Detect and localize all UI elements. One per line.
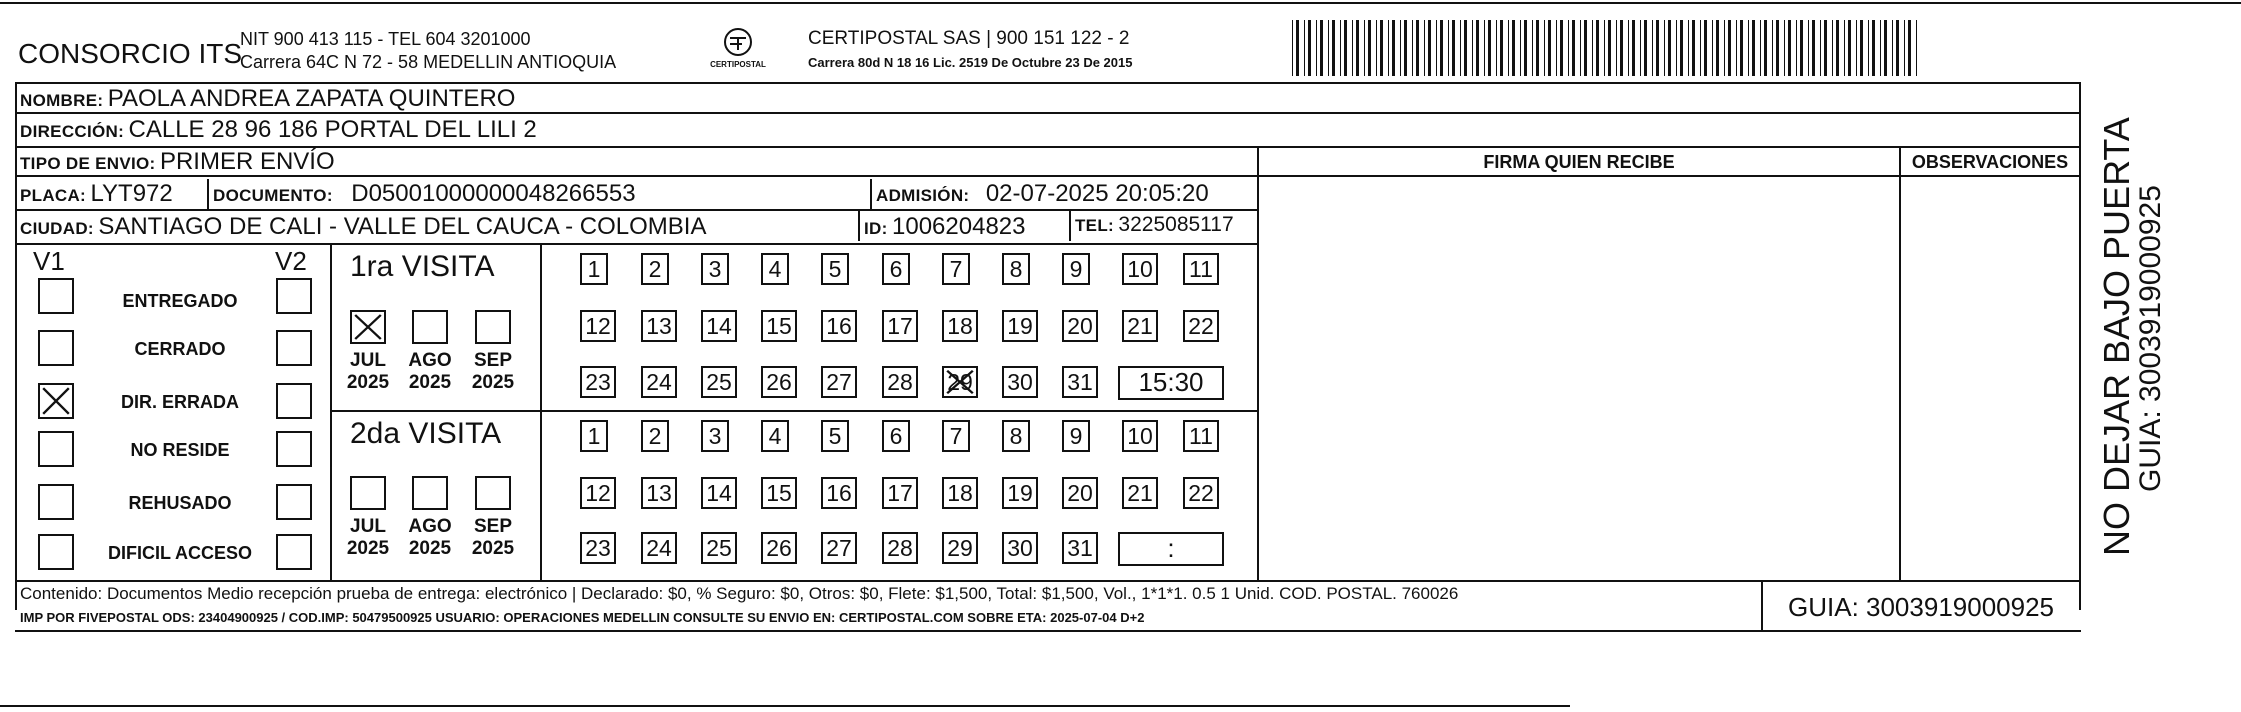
footer-line2: IMP POR FIVEPOSTAL ODS: 23404900925 / COD.IMP: 50479500925 USUARIO: OPERACIONES MEDELLIN CONSULTE SU ENVIO EN: CERTIPOSTAL.COM SOBRE ETA: 2025-07-04 D+2 (20, 610, 1145, 625)
id-value: 1006204823 (892, 213, 1026, 240)
side-warning: NO DEJAR BAJO PUERTA (2096, 117, 2137, 556)
month-label: JUL (350, 516, 386, 537)
placa-label: PLACA: (20, 186, 87, 205)
v1-checkbox[interactable] (38, 330, 74, 366)
side-guia: GUIA: 3003919000925 (2134, 185, 2167, 492)
day-box[interactable]: 9 (1062, 420, 1090, 452)
day-box[interactable]: 19 (1002, 477, 1038, 509)
day-box[interactable]: 6 (882, 253, 910, 285)
v1-checkbox[interactable] (38, 383, 74, 419)
day-box[interactable]: 11 (1183, 253, 1219, 285)
tel-value: 3225085117 (1118, 213, 1234, 236)
day-box[interactable]: 23 (580, 532, 616, 564)
observaciones-header: OBSERVACIONES (1911, 152, 2069, 172)
status-label: DIFICIL ACCESO (107, 543, 252, 563)
visit1-title: 1ra VISITA (350, 250, 495, 283)
table-left-line (15, 82, 17, 610)
footer-top-line (15, 580, 2081, 582)
firma-header: FIRMA QUIEN RECIBE (1483, 152, 1675, 172)
month-checkbox[interactable] (475, 476, 511, 510)
carrier-line2: Carrera 80d N 18 16 Lic. 2519 De Octubre 23 De 2015 (808, 55, 1133, 70)
month-label: SEP (473, 516, 513, 537)
status-label: CERRADO (134, 339, 226, 359)
day-box[interactable]: 1 (580, 420, 608, 452)
v1-checkbox[interactable] (38, 484, 74, 520)
day-box[interactable]: 7 (942, 253, 970, 285)
day-box[interactable]: 27 (821, 366, 857, 398)
table-right-line (2079, 82, 2081, 610)
placa-row (20, 180, 173, 208)
direccion-label: DIRECCIÓN: (20, 122, 125, 141)
day-box[interactable]: 31 (1062, 366, 1098, 398)
day-box[interactable]: 14 (701, 310, 737, 342)
ciudad-row (20, 213, 706, 241)
day-box[interactable]: 4 (761, 253, 789, 285)
day-box[interactable]: 1 (580, 253, 608, 285)
tel-divider (1069, 211, 1071, 241)
footer-line1: Contenido: Documentos Medio recepción prueba de entrega: electrónico | Declarado: $0, % Seguro: $0, Otros: $0, Flete: $1,500, Total: $1,500, Vol., 1*1*1. 0.5 1 Unid. COD. POSTAL. 760026 (20, 584, 1459, 603)
day-box[interactable]: 10 (1122, 253, 1158, 285)
admision-value: 02-07-2025 20:05:20 (985, 180, 1209, 207)
status-label: DIR. ERRADA (120, 392, 239, 412)
documento-label: DOCUMENTO: (213, 186, 333, 205)
time-box[interactable]: 15:30 (1118, 366, 1224, 400)
tipo-label: TIPO DE ENVIO: (20, 154, 156, 173)
tel-row (1075, 213, 1234, 237)
v1-checkbox[interactable] (38, 534, 74, 570)
day-box[interactable]: 15 (761, 310, 797, 342)
day-box[interactable]: 30 (1002, 366, 1038, 398)
month-checkbox[interactable] (350, 310, 386, 344)
day-box[interactable]: 7 (942, 420, 970, 452)
day-box[interactable]: 28 (882, 366, 918, 398)
status-label: REHUSADO (128, 493, 232, 513)
v2-checkbox[interactable] (276, 278, 312, 314)
day-box[interactable]: 12 (580, 477, 616, 509)
time-box[interactable]: : (1118, 532, 1224, 566)
day-box[interactable]: 8 (1002, 253, 1030, 285)
row-line-5 (15, 243, 1257, 245)
month-label: AGO (408, 516, 452, 537)
nombre-row (20, 85, 515, 113)
status-label: NO RESIDE (130, 440, 230, 460)
ciudad-value: SANTIAGO DE CALI - VALLE DEL CAUCA - COLOMBIA (98, 213, 707, 240)
nombre-value: PAOLA ANDREA ZAPATA QUINTERO (107, 85, 516, 112)
day-box[interactable]: 24 (641, 366, 677, 398)
barcode (1290, 18, 1924, 78)
year-label: 2025 (471, 538, 515, 559)
day-box[interactable]: 11 (1183, 420, 1219, 452)
day-box[interactable]: 30 (1002, 532, 1038, 564)
v2-checkbox[interactable] (276, 431, 312, 467)
carrier-line1: CERTIPOSTAL SAS | 900 151 122 - 2 (808, 28, 1130, 49)
top-border (0, 2, 2241, 4)
documento-value: D05001000000048266553 (351, 180, 636, 207)
day-box[interactable]: 16 (821, 310, 857, 342)
right-header-line (1257, 175, 2081, 177)
day-box[interactable]: 16 (821, 477, 857, 509)
day-box[interactable]: 2 (641, 253, 669, 285)
tipo-value: PRIMER ENVÍO (159, 148, 335, 175)
v1-checkbox[interactable] (38, 431, 74, 467)
day-box[interactable]: 31 (1062, 532, 1098, 564)
day-box[interactable]: 12 (580, 310, 616, 342)
company-line2: Carrera 64C N 72 - 58 MEDELLIN ANTIOQUIA (240, 52, 617, 72)
tipo-row (20, 148, 335, 176)
v1-header: V1 (33, 246, 65, 276)
barcode-icon (1290, 18, 1924, 78)
month-label: JUL (350, 350, 386, 371)
day-box[interactable]: 14 (701, 477, 737, 509)
status-label: ENTREGADO (122, 291, 238, 311)
day-box[interactable]: 23 (580, 366, 616, 398)
day-box[interactable]: 8 (1002, 420, 1030, 452)
day-box[interactable]: 19 (1002, 310, 1038, 342)
v2-checkbox[interactable] (276, 534, 312, 570)
year-label: 2025 (346, 538, 390, 559)
day-box[interactable]: 13 (641, 310, 677, 342)
day-box[interactable]: 18 (942, 310, 978, 342)
day-box[interactable]: 25 (701, 366, 737, 398)
month-label: SEP (473, 350, 513, 371)
nombre-label: NOMBRE: (20, 91, 104, 110)
footer-bottom-line (15, 630, 2081, 632)
v1-checkbox[interactable] (38, 278, 74, 314)
direccion-row (20, 116, 537, 144)
day-box[interactable]: 28 (882, 532, 918, 564)
right-panel-divider (1257, 146, 1259, 580)
month-checkbox[interactable] (412, 310, 448, 344)
visit2-title: 2da VISITA (350, 417, 502, 450)
direccion-value: CALLE 28 96 186 PORTAL DEL LILI 2 (128, 116, 537, 143)
day-box[interactable]: 6 (882, 420, 910, 452)
ciudad-label: CIUDAD: (20, 219, 94, 238)
day-box[interactable]: 25 (701, 532, 737, 564)
day-box[interactable]: 29 (942, 366, 978, 398)
table-top-line (15, 82, 1081, 84)
month-checkbox[interactable] (350, 476, 386, 510)
day-box[interactable]: 5 (821, 253, 849, 285)
day-box[interactable]: 22 (1183, 477, 1219, 509)
carrier-logo-text: CERTIPOSTAL (710, 60, 766, 69)
day-box[interactable]: 15 (761, 477, 797, 509)
day-box[interactable]: 29 (942, 532, 978, 564)
v2-checkbox[interactable] (276, 484, 312, 520)
day-box[interactable]: 26 (761, 366, 797, 398)
day-box[interactable]: 17 (882, 310, 918, 342)
admision-label: ADMISIÓN: (876, 186, 970, 205)
month-checkbox[interactable] (475, 310, 511, 344)
day-box[interactable]: 5 (821, 420, 849, 452)
placa-divider (207, 179, 209, 209)
day-box[interactable]: 26 (761, 532, 797, 564)
day-box[interactable]: 2 (641, 420, 669, 452)
day-box[interactable]: 20 (1062, 310, 1098, 342)
day-box[interactable]: 9 (1062, 253, 1090, 285)
year-label: 2025 (408, 372, 452, 393)
day-box[interactable]: 3 (701, 253, 729, 285)
documento-row (213, 180, 636, 208)
footer-guia: GUIA: 3003919000925 (1788, 592, 2054, 622)
day-box[interactable]: 10 (1122, 420, 1158, 452)
day-box[interactable]: 4 (761, 420, 789, 452)
id-label: ID: (864, 219, 888, 238)
day-box[interactable]: 18 (942, 477, 978, 509)
observaciones-divider (1899, 146, 1901, 580)
day-box[interactable]: 17 (882, 477, 918, 509)
company-line1: NIT 900 413 115 - TEL 604 3201000 (240, 29, 531, 49)
day-box[interactable]: 22 (1183, 310, 1219, 342)
day-box[interactable]: 21 (1122, 477, 1158, 509)
year-label: 2025 (346, 372, 390, 393)
month-checkbox[interactable] (412, 476, 448, 510)
day-box[interactable]: 20 (1062, 477, 1098, 509)
day-box[interactable]: 3 (701, 420, 729, 452)
day-box[interactable]: 24 (641, 532, 677, 564)
company-name: CONSORCIO ITS (18, 38, 243, 69)
day-box[interactable]: 13 (641, 477, 677, 509)
v2-checkbox[interactable] (276, 330, 312, 366)
year-label: 2025 (408, 538, 452, 559)
tel-label: TEL: (1075, 216, 1114, 235)
admision-divider (870, 179, 872, 209)
v2-header: V2 (275, 246, 307, 276)
v2-checkbox[interactable] (276, 383, 312, 419)
visit-divider (330, 410, 1257, 412)
day-box[interactable]: 21 (1122, 310, 1158, 342)
table-top-line-right (1081, 82, 2081, 84)
year-label: 2025 (471, 372, 515, 393)
id-row (864, 213, 1026, 241)
placa-value: LYT972 (90, 180, 173, 207)
id-divider (858, 211, 860, 241)
month-label: AGO (408, 350, 452, 371)
bottom-border (0, 705, 1570, 707)
day-box[interactable]: 27 (821, 532, 857, 564)
admision-row (876, 180, 1209, 208)
